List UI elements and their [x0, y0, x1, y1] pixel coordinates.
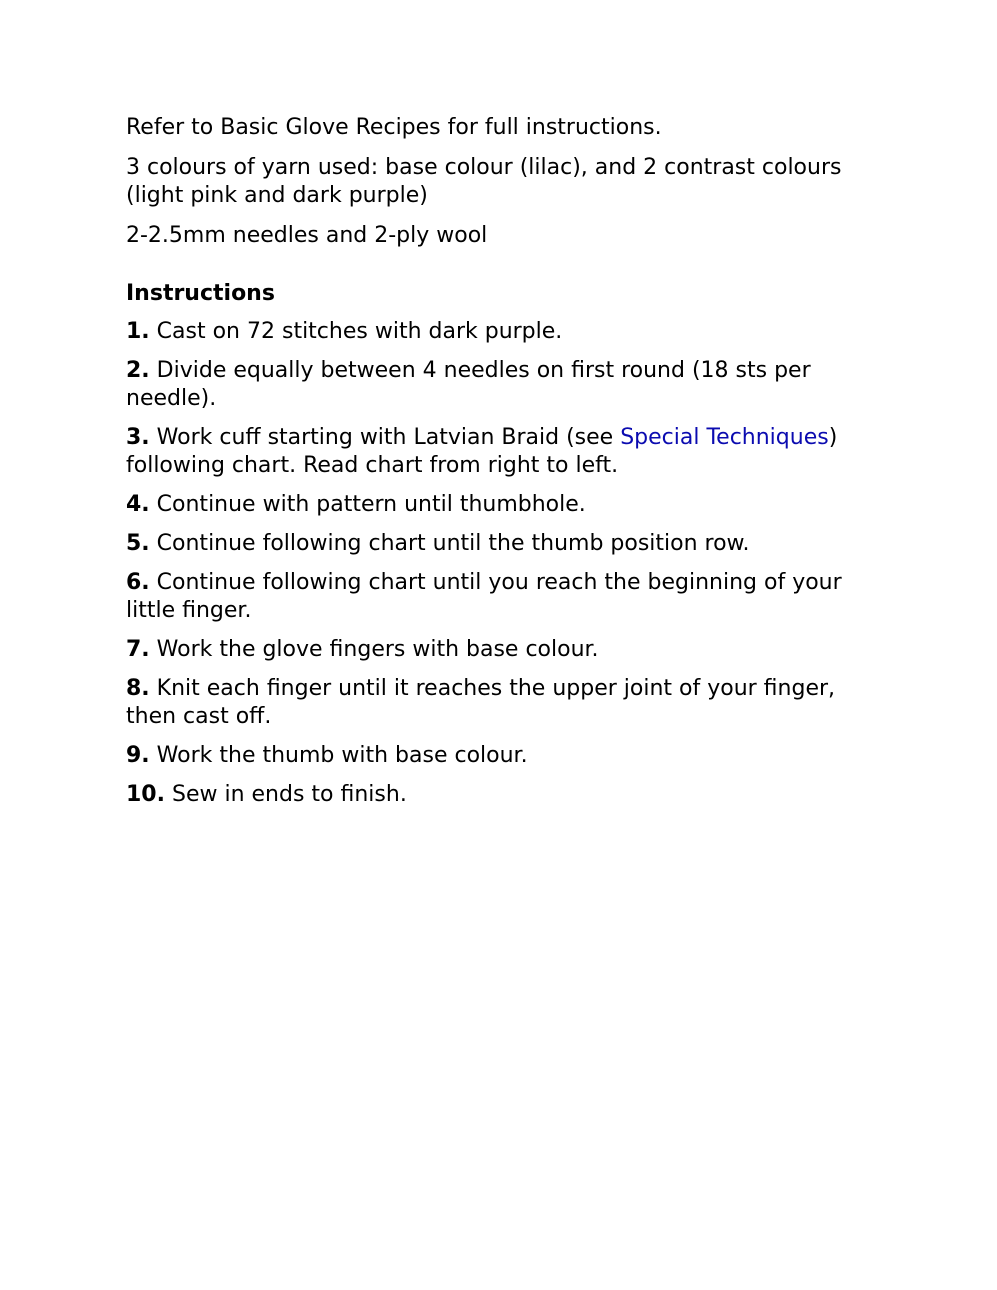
step-1 [126, 318, 871, 346]
step-text-after: ) following chart. Read chart from right to left. [126, 425, 838, 478]
step-4 [126, 491, 871, 519]
document-page [126, 114, 871, 820]
intro-refer: Refer to Basic Glove Recipes for full instructions. [126, 115, 662, 140]
intro-needles: 2-2.5mm needles and 2-ply wool [126, 223, 488, 248]
step-text: Divide equally between 4 needles on first round (18 sts per needle). [126, 358, 811, 411]
step-text: Continue with pattern until thumbhole. [156, 492, 586, 517]
step-number: 4. [126, 492, 150, 517]
intro-yarn: 3 colours of yarn used: base colour (lilac), and 2 contrast colours (light pink and dark purple) [126, 155, 842, 208]
step-9 [126, 742, 871, 770]
step-7 [126, 636, 871, 664]
step-text: Sew in ends to finish. [171, 782, 407, 807]
step-8 [126, 675, 871, 731]
step-number: 10. [126, 782, 165, 807]
instructions-heading: Instructions [126, 281, 275, 306]
step-3 [126, 424, 871, 480]
step-number: 6. [126, 570, 150, 595]
step-10 [126, 781, 871, 809]
step-5 [126, 530, 871, 558]
step-number: 2. [126, 358, 150, 383]
step-number: 7. [126, 637, 150, 662]
step-number: 5. [126, 531, 150, 556]
step-2 [126, 357, 871, 413]
step-text: Cast on 72 stitches with dark purple. [156, 319, 563, 344]
step-text: Work the glove fingers with base colour. [156, 637, 599, 662]
step-text: Continue following chart until the thumb position row. [156, 531, 750, 556]
step-text: Work the thumb with base colour. [156, 743, 528, 768]
step-text: Knit each finger until it reaches the upper joint of your finger, then cast off. [126, 676, 836, 729]
instructions-list [126, 318, 871, 809]
step-number: 1. [126, 319, 150, 344]
step-6 [126, 569, 871, 625]
step-number: 3. [126, 425, 150, 450]
step-text: Continue following chart until you reach the beginning of your little finger. [126, 570, 842, 623]
special-techniques-link[interactable]: Special Techniques [620, 425, 829, 450]
step-number: 8. [126, 676, 150, 701]
step-text-before: Work cuff starting with Latvian Braid (see [156, 425, 621, 450]
step-number: 9. [126, 743, 150, 768]
